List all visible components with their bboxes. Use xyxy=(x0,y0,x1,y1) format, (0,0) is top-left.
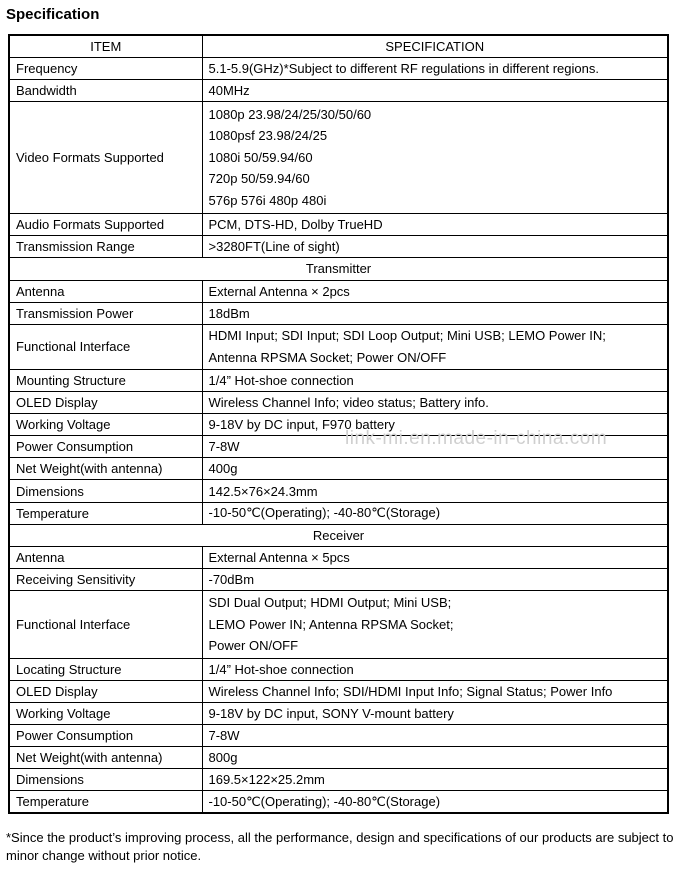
row-specification xyxy=(202,747,668,769)
row-specification xyxy=(202,280,668,302)
row-item-label: Video Formats Supported xyxy=(9,102,202,214)
row-item-label: Antenna xyxy=(9,547,202,569)
row-item-label: Temperature xyxy=(9,791,202,813)
table-row xyxy=(9,102,668,214)
table-header-row xyxy=(9,35,668,58)
table-row xyxy=(9,702,668,724)
row-specification xyxy=(202,58,668,80)
row-item-label: Receiving Sensitivity xyxy=(9,569,202,591)
table-row xyxy=(9,791,668,813)
table-row xyxy=(9,235,668,257)
spec-line: 5.1-5.9(GHz)*Subject to different RF regulations in different regions. xyxy=(208,61,599,77)
row-specification xyxy=(202,702,668,724)
spec-line: 720p 50/59.94/60 xyxy=(208,171,310,187)
row-item-label: Functional Interface xyxy=(9,591,202,658)
row-specification xyxy=(202,370,668,392)
row-item-label: Frequency xyxy=(9,58,202,80)
receiver-section-row xyxy=(9,524,668,547)
row-item-label: Transmission Range xyxy=(9,235,202,257)
row-specification xyxy=(202,458,668,480)
transmitter-section-title: Transmitter xyxy=(9,257,668,280)
row-specification xyxy=(202,725,668,747)
watermark-text: link-mi.en.made-in-china.com xyxy=(345,428,608,449)
row-specification xyxy=(202,213,668,235)
row-specification xyxy=(202,547,668,569)
table-row xyxy=(9,747,668,769)
row-item-label: Temperature xyxy=(9,502,202,524)
row-item-label: Power Consumption xyxy=(9,436,202,458)
row-item-label: Dimensions xyxy=(9,480,202,502)
row-item-label: Working Voltage xyxy=(9,702,202,724)
table-row xyxy=(9,458,668,480)
row-specification xyxy=(202,302,668,324)
row-specification xyxy=(202,769,668,791)
row-item-label: Net Weight(with antenna) xyxy=(9,747,202,769)
row-specification xyxy=(202,658,668,680)
row-specification xyxy=(202,392,668,414)
table-row xyxy=(9,280,668,302)
table-row xyxy=(9,658,668,680)
row-specification xyxy=(202,102,668,214)
row-specification xyxy=(202,480,668,502)
spec-line: >3280FT(Line of sight) xyxy=(208,238,340,254)
row-specification xyxy=(202,569,668,591)
transmitter-section-row xyxy=(9,257,668,280)
header-item: ITEM xyxy=(9,35,202,58)
spec-line: 7-8W xyxy=(208,728,240,744)
spec-table xyxy=(8,34,669,814)
spec-line: 800g xyxy=(208,750,238,766)
row-item-label: Dimensions xyxy=(9,769,202,791)
footnote: *Since the product’s improving process, all the performance, design and specifications of our products are subject to minor change without prior notice. xyxy=(6,830,674,863)
spec-line: -10-50℃(Operating); -40-80℃(Storage) xyxy=(208,505,441,521)
spec-line: -10-50℃(Operating); -40-80℃(Storage) xyxy=(208,793,441,809)
spec-line: 400g xyxy=(208,461,238,477)
table-row xyxy=(9,392,668,414)
row-item-label: Locating Structure xyxy=(9,658,202,680)
spec-line: Wireless Channel Info; video status; Battery info. xyxy=(208,395,489,411)
spec-line: 7-8W xyxy=(208,439,240,455)
table-row xyxy=(9,370,668,392)
table-row xyxy=(9,480,668,502)
spec-line: External Antenna × 2pcs xyxy=(208,283,350,299)
row-item-label: Antenna xyxy=(9,280,202,302)
row-specification xyxy=(202,324,668,369)
row-item-label: OLED Display xyxy=(9,680,202,702)
row-specification xyxy=(202,80,668,102)
spec-line: 1080psf 23.98/24/25 xyxy=(208,128,328,144)
table-row xyxy=(9,680,668,702)
table-row xyxy=(9,58,668,80)
spec-line: 1/4” Hot-shoe connection xyxy=(208,373,354,389)
spec-line: 142.5×76×24.3mm xyxy=(208,483,318,499)
spec-line: SDI Dual Output; HDMI Output; Mini USB; xyxy=(208,595,452,611)
row-item-label: Power Consumption xyxy=(9,725,202,747)
spec-line: 1080p 23.98/24/25/30/50/60 xyxy=(208,106,372,122)
row-item-label: Working Voltage xyxy=(9,414,202,436)
row-specification xyxy=(202,235,668,257)
receiver-section-title: Receiver xyxy=(9,524,668,547)
table-row xyxy=(9,591,668,658)
spec-line: 1/4” Hot-shoe connection xyxy=(208,661,354,677)
spec-line: Wireless Channel Info; SDI/HDMI Input Info; Signal Status; Power Info xyxy=(208,683,613,699)
table-row xyxy=(9,80,668,102)
row-item-label: Transmission Power xyxy=(9,302,202,324)
row-specification xyxy=(202,791,668,813)
spec-line: 40MHz xyxy=(208,83,250,99)
spec-line: Antenna RPSMA Socket; Power ON/OFF xyxy=(208,349,447,365)
spec-line: 9-18V by DC input, SONY V-mount battery xyxy=(208,706,454,721)
table-row xyxy=(9,569,668,591)
table-row xyxy=(9,725,668,747)
spec-line: 169.5×122×25.2mm xyxy=(208,772,325,788)
row-specification xyxy=(202,502,668,524)
table-row xyxy=(9,547,668,569)
header-specification: SPECIFICATION xyxy=(202,35,668,58)
row-item-label: OLED Display xyxy=(9,392,202,414)
spec-line: External Antenna × 5pcs xyxy=(208,550,350,566)
row-item-label: Functional Interface xyxy=(9,324,202,369)
row-specification xyxy=(202,680,668,702)
row-item-label: Bandwidth xyxy=(9,80,202,102)
spec-line: Power ON/OFF xyxy=(208,638,299,654)
page-title: Specification xyxy=(6,6,100,23)
table-row xyxy=(9,213,668,235)
spec-line: PCM, DTS-HD, Dolby TrueHD xyxy=(208,216,383,232)
spec-line: 1080i 50/59.94/60 xyxy=(208,149,313,165)
row-item-label: Mounting Structure xyxy=(9,370,202,392)
row-item-label: Net Weight(with antenna) xyxy=(9,458,202,480)
row-item-label: Audio Formats Supported xyxy=(9,213,202,235)
table-row xyxy=(9,302,668,324)
table-row xyxy=(9,324,668,369)
spec-line: -70dBm xyxy=(208,572,255,588)
row-specification xyxy=(202,591,668,658)
spec-line: LEMO Power IN; Antenna RPSMA Socket; xyxy=(208,616,454,632)
spec-line: HDMI Input; SDI Input; SDI Loop Output; Mini USB; LEMO Power IN; xyxy=(208,328,606,344)
table-row xyxy=(9,502,668,524)
spec-line: 9-18V by DC input, F970 battery xyxy=(208,417,395,433)
table-row xyxy=(9,769,668,791)
spec-line: 18dBm xyxy=(208,305,250,321)
spec-line: 576p 576i 480p 480i xyxy=(208,192,327,208)
